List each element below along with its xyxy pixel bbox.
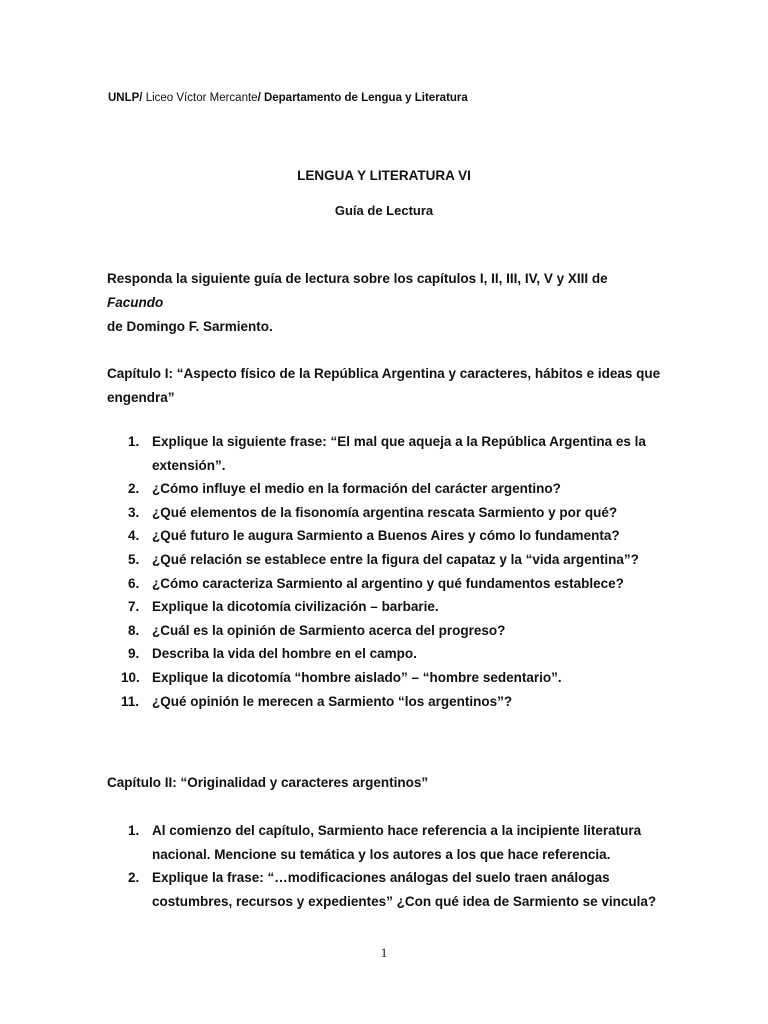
header-school: Liceo Víctor Mercante xyxy=(142,92,258,104)
question-text: Explique la dicotomía civilización – barbarie. xyxy=(152,599,439,615)
question-item xyxy=(107,572,667,596)
header-department: / Departamento de Lengua y Literatura xyxy=(257,92,468,104)
question-number: 1. xyxy=(128,434,140,449)
question-item xyxy=(107,524,667,548)
question-item xyxy=(107,666,667,690)
question-item xyxy=(107,477,667,501)
question-number: 9. xyxy=(128,646,140,662)
document-title: LENGUA Y LITERATURA VI xyxy=(297,168,471,183)
question-item xyxy=(107,430,667,477)
question-text: ¿Cuál es la opinión de Sarmiento acerca del progreso? xyxy=(152,622,506,638)
header-institution: UNLP/ xyxy=(108,92,143,104)
question-text: Describa la vida del hombre en el campo. xyxy=(152,646,417,662)
question-item xyxy=(107,595,667,619)
chapter1-question-list xyxy=(107,430,667,713)
question-item xyxy=(107,819,667,866)
intro-text-continued: de Domingo F. Sarmiento. xyxy=(107,319,273,334)
chapter2-heading: Capítulo II: “Originalidad y caracteres argentinos” xyxy=(107,775,429,790)
question-text: Explique la dicotomía “hombre aislado” – “hombre sedentario”. xyxy=(152,669,562,685)
intro-paragraph xyxy=(107,267,667,339)
question-text: ¿Cómo caracteriza Sarmiento al argentino y qué fundamentos establece? xyxy=(152,575,624,591)
question-text: Al comienzo del capítulo, Sarmiento hace referencia a la incipiente literatura nacional. Mencione su temática y los autores a los que hace referencia. xyxy=(152,823,642,862)
question-number: 10. xyxy=(121,669,140,685)
question-text: Explique la frase: “…modificaciones análogas del suelo traen análogas costumbres, recursos y expedientes” ¿Con qué idea de Sarmiento se vincula? xyxy=(152,870,657,909)
chapter1-heading: Capítulo I: “Aspecto físico de la República Argentina y caracteres, hábitos e ideas que engendra” xyxy=(107,366,661,405)
question-item xyxy=(107,690,667,714)
question-number: 4. xyxy=(128,528,140,544)
page-number: 1 xyxy=(380,945,388,960)
question-item xyxy=(107,866,667,913)
question-number: 7. xyxy=(128,599,140,615)
document-header xyxy=(108,92,468,104)
question-number: 5. xyxy=(128,551,140,567)
question-number: 3. xyxy=(128,504,140,520)
question-number: 8. xyxy=(128,622,140,638)
document-subtitle: Guía de Lectura xyxy=(334,203,434,218)
book-title: Facundo xyxy=(107,295,164,310)
question-text: ¿Cómo influye el medio en la formación del carácter argentino? xyxy=(152,481,561,497)
chapter2-question-list xyxy=(107,819,667,913)
question-number: 2. xyxy=(128,481,140,497)
intro-text: Responda la siguiente guía de lectura sobre los capítulos I, II, III, IV, V y XIII de xyxy=(107,271,608,286)
question-number: 6. xyxy=(128,575,140,591)
question-item xyxy=(107,619,667,643)
question-text: ¿Qué futuro le augura Sarmiento a Buenos Aires y cómo lo fundamenta? xyxy=(152,528,620,544)
question-text: ¿Qué relación se establece entre la figura del capataz y la “vida argentina”? xyxy=(152,551,639,567)
question-text: ¿Qué elementos de la fisonomía argentina rescata Sarmiento y por qué? xyxy=(152,504,618,520)
question-item xyxy=(107,642,667,666)
question-text: ¿Qué opinión le merecen a Sarmiento “los argentinos”? xyxy=(152,693,513,709)
question-number: 11. xyxy=(121,693,140,709)
question-number: 1. xyxy=(128,823,140,838)
question-text: Explique la siguiente frase: “El mal que aqueja a la República Argentina es la extensión”. xyxy=(152,434,646,473)
question-number: 2. xyxy=(128,870,140,886)
question-item xyxy=(107,501,667,525)
question-item xyxy=(107,548,667,572)
